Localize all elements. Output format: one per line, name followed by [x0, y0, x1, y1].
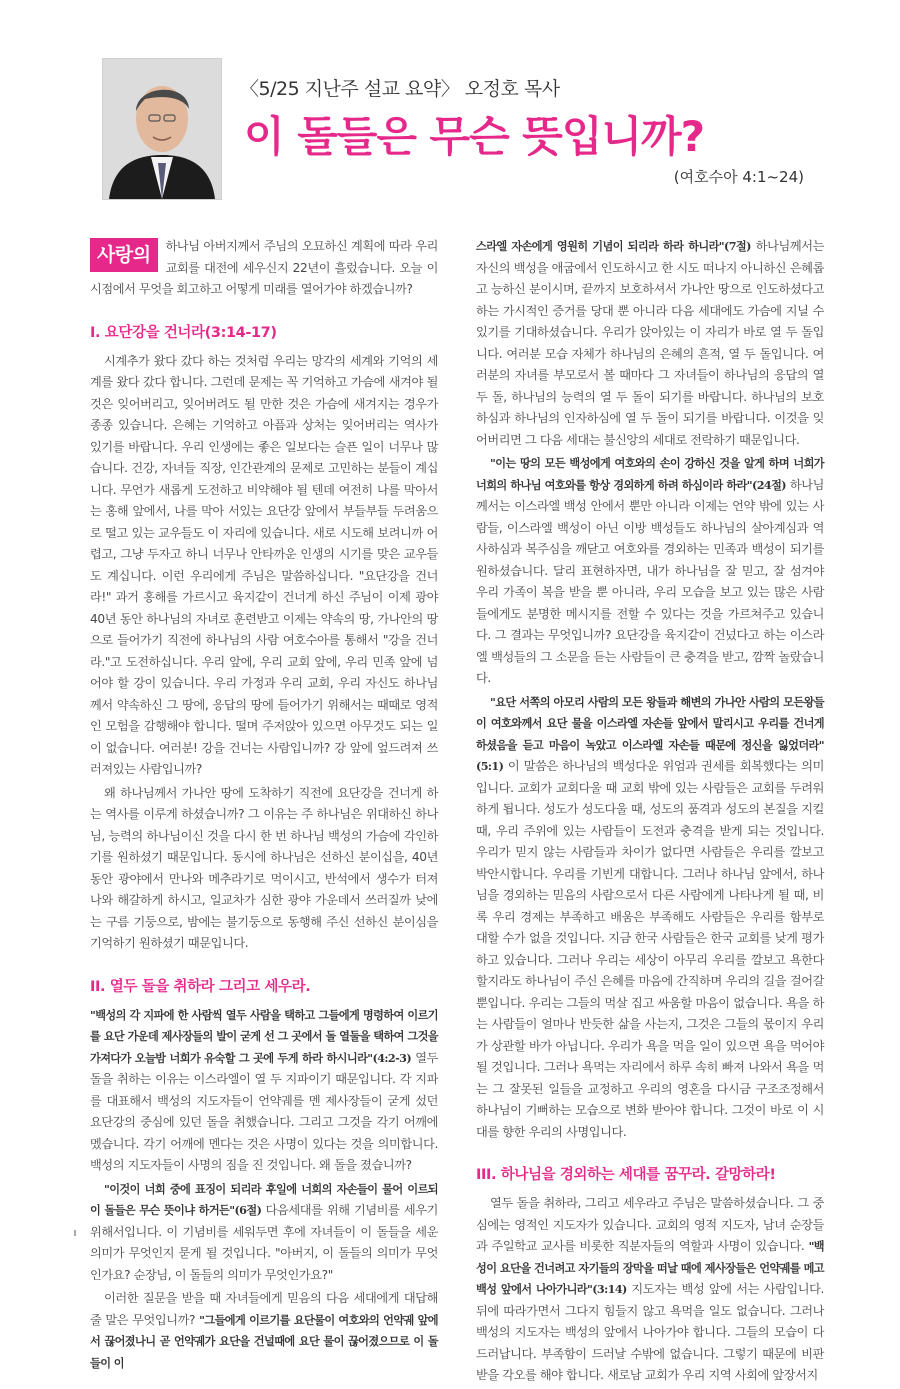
scripture-quote: "이것이 너희 중에 표징이 되리라 후일에 너희의 자손들이 물어 이르되 이 돌들은 무슨 뜻이냐 하거든"(6절)	[90, 1181, 438, 1217]
intro-text: 하나님 아버지께서 주님의 오묘하신 계획에 따라 우리 교회를 대전에 세우신지 22년이 흘렀습니다. 오늘 이 시점에서 무엇을 회고하고 어떻게 미래를 열어가야 하겠습니까?	[90, 239, 438, 296]
section2-paragraph-4	[476, 236, 824, 451]
paragraph-text: 열두 돌을 취하는 이유는 이스라엘이 열 두 지파이기 때문입니다. 각 지파를 대표해서 백성의 지도자들이 언약궤를 멘 제사장들이 굳게 섰던 요단강의 중심에 있던 돌을 취했습니다. 그리고 그것을 각기 어깨에 멨습니다. 각기 어깨에 멘다는 것은 사명이 있다는 것을 의미합니다. 백성의 지도자들이 사명의 짐을 진 것입니다. 왜 돌을 졌습니까?	[90, 1050, 438, 1172]
paragraph-text: 이러한 질문을 받을 때 자녀들에게 믿음의 다음 세대에게 대답해 줄 말은 무엇입니까?	[90, 1291, 438, 1327]
scripture-reference: (여호수아 4:1~24)	[673, 168, 804, 186]
paragraph-text: 지도자는 백성 앞에 서는 사람입니다. 뒤에 따라가면서 그다지 힘들지 않고 욕먹을 일도 없습니다. 그러나 백성의 지도자는 백성의 앞에서 나아가야 합니다. 그들의 모습이 다 드러납니다. 부족함이 드러날 수밖에 없습니다. 그렇기 때문에 비판 받을 각오를 해야 합니다. 새로남 교회가 우리 지역 사회에 앞장서지	[476, 1282, 824, 1382]
paragraph-text: 이 말씀은 하나님의 백성다운 위엄과 권세를 회복했다는 의미입니다. 교회가 교회다울 때 교회 밖에 있는 사람들은 교회를 두려워하게 됩니다. 성도가 성도다울 때, 성도의 품격과 성도의 본질을 지킬 때, 우리 주위에 있는 사람들이 도전과 충격을 받게 되는 것입니다. 우리가 믿지 않는 사람들과 차이가 없다면 사람들은 우리를 깔보고 박안시합니다. 우리를 기빈게 대합니다. 그러나 하나님 앞에서, 하나님을 경외하는 믿음의 사람으로서 다른 사람에게 나타나게 될 때, 비록 우리 경제는 부족하고 배움은 부족해도 사람들은 우리를 함부로 대할 수가 없을 것입니다. 지금 한국 사람들은 한국 교회를 낮게 평가하고 있습니다. 그러나 우리는 세상이 아무리 우리를 깔보고 욕한다 할지라도 하나님이 주신 은혜를 마음에 간직하며 우리의 길을 걸어갈 뿐입니다. 우리는 그들의 먹살 집고 싸움할 마음이 없습니다. 욕을 하는 사람들이 얼마나 반듯한 삶을 사는지, 그것은 그들의 몫이지 우리가 상관할 바가 아닙니다. 우리가 욕을 먹을 일이 있으면 욕을 먹어야 될 것입니다. 그러나 욕먹는 자리에서 하루 속히 빠져 나와서 욕을 먹는 그 잘못된 일들을 교정하고 우리의 영혼을 다시금 구조조정해서 하나님이 기뻐하는 모습으로 변화 받아야 합니다. 그것이 바로 이 시대를 향한 우리의 사명입니다.	[476, 759, 824, 1139]
sermon-tag: 〈5/25 지난주 설교 요약〉 오정호 목사	[240, 78, 560, 100]
left-column	[90, 236, 438, 1376]
paragraph-text: 열두 돌을 취하라, 그리고 세우라고 주님은 말씀하셨습니다. 그 중심에는 영적인 지도자가 있습니다. 교회의 영적 지도자, 남녀 순장들과 주일학교 교사를 비롯한 직분자들의 역할과 사명이 있습니다.	[476, 1196, 824, 1253]
pastor-photo	[102, 58, 222, 200]
page-mark	[74, 1230, 76, 1236]
scripture-quote: "이는 땅의 모든 백성에게 여호와의 손이 강하신 것을 알게 하며 너희가 너희의 하나님 여호와를 항상 경외하게 하려 하심이라 하라"(24절)	[476, 456, 824, 492]
section1-paragraph-2: 왜 하나님께서 가나안 땅에 도착하기 직전에 요단강을 건너게 하는 역사를 이루게 하셨습니까? 그 이유는 주 하나님은 위대하신 하나님, 능력의 하나님이신 것을 다시 한 번 하나님 백성의 가슴에 각인하기를 원하셨기 때문입니다. 동시에 하나님은 선하신 분이십을, 40년 동안 광야에서 만나와 메추라기로 먹이시고, 반석에서 생수가 터져 나와 해갈하게 하시고, 일교차가 심한 광야 가운데서 쓰러질까 낮에는 구름 기둥으로, 밤에는 불기둥으로 동행해 주신 선하신 분이심을 기억하기 원하셨기 때문입니다.	[90, 785, 438, 950]
scripture-quote: "백성의 각 지파에 한 사람씩 열두 사람을 택하고 그들에게 명령하여 이르기를 요단 가운데 제사장들의 발이 굳게 선 그 곳에서 돌 열둘을 택하여 그것을 가져다가 오늘밤 너희가 유숙할 그 곳에 두게 하라 하시니라"(4:2-3)	[90, 1007, 438, 1065]
intro-block	[90, 236, 438, 301]
section2-paragraph-3	[90, 1288, 438, 1374]
right-column	[476, 236, 824, 1389]
intro-badge: 사랑의	[90, 238, 158, 272]
section2-paragraph-1	[90, 1005, 438, 1177]
section1-paragraph-1: 시계추가 왔다 갔다 하는 것처럼 우리는 망각의 세계와 기억의 세계를 왔다 갔다 합니다. 그런데 문제는 꼭 기억하고 가슴에 새겨야 될 것은 잊어버리고, 잊어버려도 될 만한 것은 가슴에 새겨지는 경우가 종종 있습니다. 은혜는 기억하고 아픔과 상처는 잊어버리는 역사가 있기를 바랍니다. 우리 인생에는 좋은 일보다는 슬픈 일이 너무나 많습니다. 건강, 자녀들 직장, 인간관계의 문제로 고민하는 분들이 계십니다. 무언가 새롭게 도전하고 비약해야 될 텐데 여전히 나를 막아서는 홍해 앞에서, 나를 막아 서있는 요단강 앞에서 부들부들 두려움으로 떨고 있는 교우들도 이 자리에 있습니다. 새로 시도해 보려니까 어렵고, 그냥 두자고 하니 너무나 안타까운 인생의 시기를 맞은 교우들도 계십니다. 이런 우리에게 주님은 말씀하십니다. "요단강을 건너라!" 과거 홍해를 가르시고 육지같이 건너게 하신 주님이 이제 광야 40년 동안 하나님의 자녀로 훈련받고 이제는 약속의 땅, 가나안의 땅으로 들어가기 직전에 하나님의 사람 여호수아를 통해서 "강을 건너라."고 도전하십니다. 우리 앞에, 우리 교회 앞에, 우리 민족 앞에 넘어야 할 강이 있습니다. 우리 가정과 우리 교회, 우리 자신도 하나님께서 약속하신 그 땅에, 응답의 땅에 들어가기 위해서는 때때로 영적인 모험을 감행해야 합니다. 떨며 주저앉아 있으면 아무것도 되는 일이 없습니다. 여러분! 강을 건너는 사람입니까? 강 앞에 엎드려져 쓰러져있는 사람입니까?	[90, 353, 438, 776]
paragraph-text: 하나님께서는 이스라엘 백성 안에서 뿐만 아니라 이제는 언약 밖에 있는 사람들, 이스라엘 백성이 아닌 이방 백성들도 하나님의 살아계심과 역사하심과 복주심을 깨닫고 여호와를 경외하는 민족과 백성이 되기를 원하셨습니다. 달리 표현하자면, 내가 하나님을 잘 믿고, 잘 섬겨야 우리 가족이 복을 받을 뿐 아니라, 우리 모습을 보고 있는 많은 사람들에게도 분명한 메시지를 전할 수 있다는 것을 가르쳐주고 있습니다. 그 결과는 무엇입니까? 요단강을 육지같이 건넜다고 하는 이스라엘 백성들의 그 소문을 듣는 사람들이 큰 충격을 받고, 깜짝 놀랐습니다.	[476, 477, 825, 685]
section3-heading: III. 하나님을 경외하는 세대를 꿈꾸라. 갈망하라!	[476, 1167, 776, 1183]
section2-paragraph-5	[476, 453, 824, 690]
section3-paragraph-1	[476, 1193, 824, 1387]
scripture-quote: "그들에게 이르기를 요단물이 여호와의 언약궤 앞에서 끊어졌나니 곧 언약궤가 요단을 건널때에 요단 물이 끊어졌으므로 이 돌들이 이	[90, 1312, 438, 1370]
section2-paragraph-6	[476, 692, 824, 1144]
section1-heading: I. 요단강을 건너라(3:14-17)	[90, 324, 277, 341]
scripture-quote: "요단 서쪽의 아모리 사람의 모든 왕들과 해변의 가나안 사람의 모든왕들이 여호와께서 요단 물을 이스라엘 자손들 앞에서 말리시고 우리를 건너게 하셨음을 듣고 마음이 녹았고 이스라엘 자손들 때문에 정신을 잃었더라"(5:1)	[476, 694, 824, 773]
section2-heading: II. 열두 돌을 취하라 그리고 세우라.	[90, 978, 311, 995]
paragraph-text: 하나님께서는 자신의 백성을 애굽에서 인도하시고 한 시도 떠나지 아니하신 은혜롭고 능하신 분이시며, 끝까지 보호하셔서 가나안 땅으로 인도하셨다고 하는 가시적인 증거를 당대 뿐 아니라 다음 세대에도 가슴에 지닐 수 있기를 기대하셨습니다. 우리가 앉아있는 이 자리가 바로 열 두 돌입니다. 여러분 모습 자체가 하나님의 은혜의 흔적, 열 두 돌입니다. 여러분의 자녀를 부모로서 볼 때마다 그 자녀들이 하나님의 응답의 열두 돌, 하나님의 능력의 열 두 돌이 되기를 바랍니다. 하나님의 보호하심과 하나님의 인자하심에 열 두 돌이 되기를 바랍니다. 이것을 잊어버리면 그 다음 세대는 불신앙의 세대로 전락하기 때문입니다.	[476, 239, 824, 447]
scripture-quote: "백성이 요단을 건너려고 자기들의 장막을 떠날 때에 제사장들은 언약궤를 메고 백성 앞에서 나아가니라"(3:14)	[476, 1239, 824, 1296]
scripture-quote: 스라엘 자손에게 영원히 기념이 되리라 하라 하니라"(7절)	[476, 239, 751, 253]
page-title: 이 돌들은 무슨 뜻입니까?	[244, 112, 704, 161]
section2-paragraph-2	[90, 1179, 438, 1287]
paragraph-text: 다음세대를 위해 기념비를 세우기 위해서입니다. 이 기념비를 세워두면 후에 자녀들이 이 돌들을 세운 의미가 무엇인지 묻게 될 것입니다. "아버지, 이 돌들의 의미가 무엇인가요? 순장님, 이 돌들의 의미가 무엇인가요?"	[90, 1203, 438, 1282]
